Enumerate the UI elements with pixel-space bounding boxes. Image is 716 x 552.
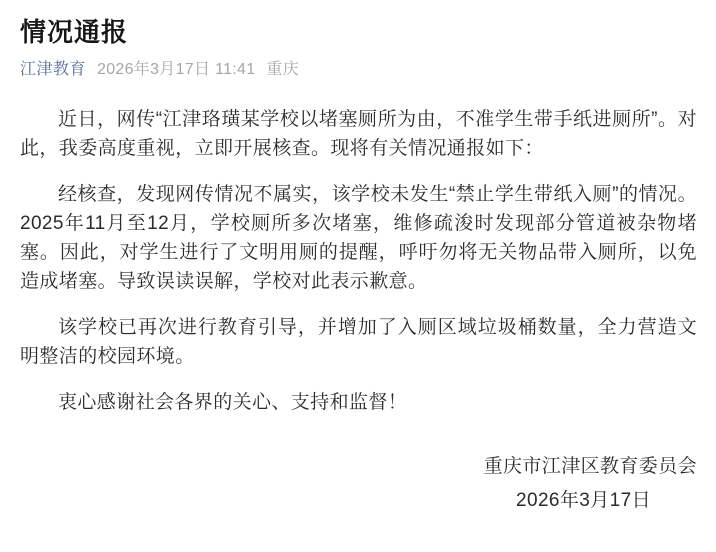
signature-org-name: 重庆市江津区教育委员会 bbox=[483, 456, 697, 477]
body-paragraph: 该学校已再次进行教育引导，并增加了入厕区域垃圾桶数量，全力营造文明整洁的校园环境。 bbox=[20, 317, 697, 367]
body-paragraph: 经核查，发现网传情况不属实，该学校未发生“禁止学生带纸入厕”的情况。2025年11月至12月，学校厕所多次堵塞，维修疏浚时发现部分管道被杂物堵塞。因此，对学生进行了文明用厕的提醒，呼吁勿将无关物品带入厕所，以免造成堵塞。导致误读误解，学校对此表示歉意。 bbox=[20, 184, 697, 292]
article-body bbox=[20, 105, 697, 417]
source-account-link[interactable]: 江津教育 bbox=[20, 61, 87, 78]
body-paragraph: 衷心感谢社会各界的关心、支持和监督！ bbox=[58, 392, 408, 413]
signature-block bbox=[20, 450, 697, 518]
page-title: 情况通报 bbox=[20, 17, 129, 47]
byline bbox=[20, 60, 697, 80]
signature-date: 2026年3月17日 bbox=[516, 490, 651, 511]
publish-datetime: 2026年3月17日 11:41 bbox=[97, 61, 256, 78]
publish-location: 重庆 bbox=[266, 61, 300, 78]
body-paragraph: 近日，网传“江津珞璜某学校以堵塞厕所为由，不准学生带手纸进厕所”。对此，我委高度重视，立即开展核查。现将有关情况通报如下： bbox=[20, 109, 697, 159]
